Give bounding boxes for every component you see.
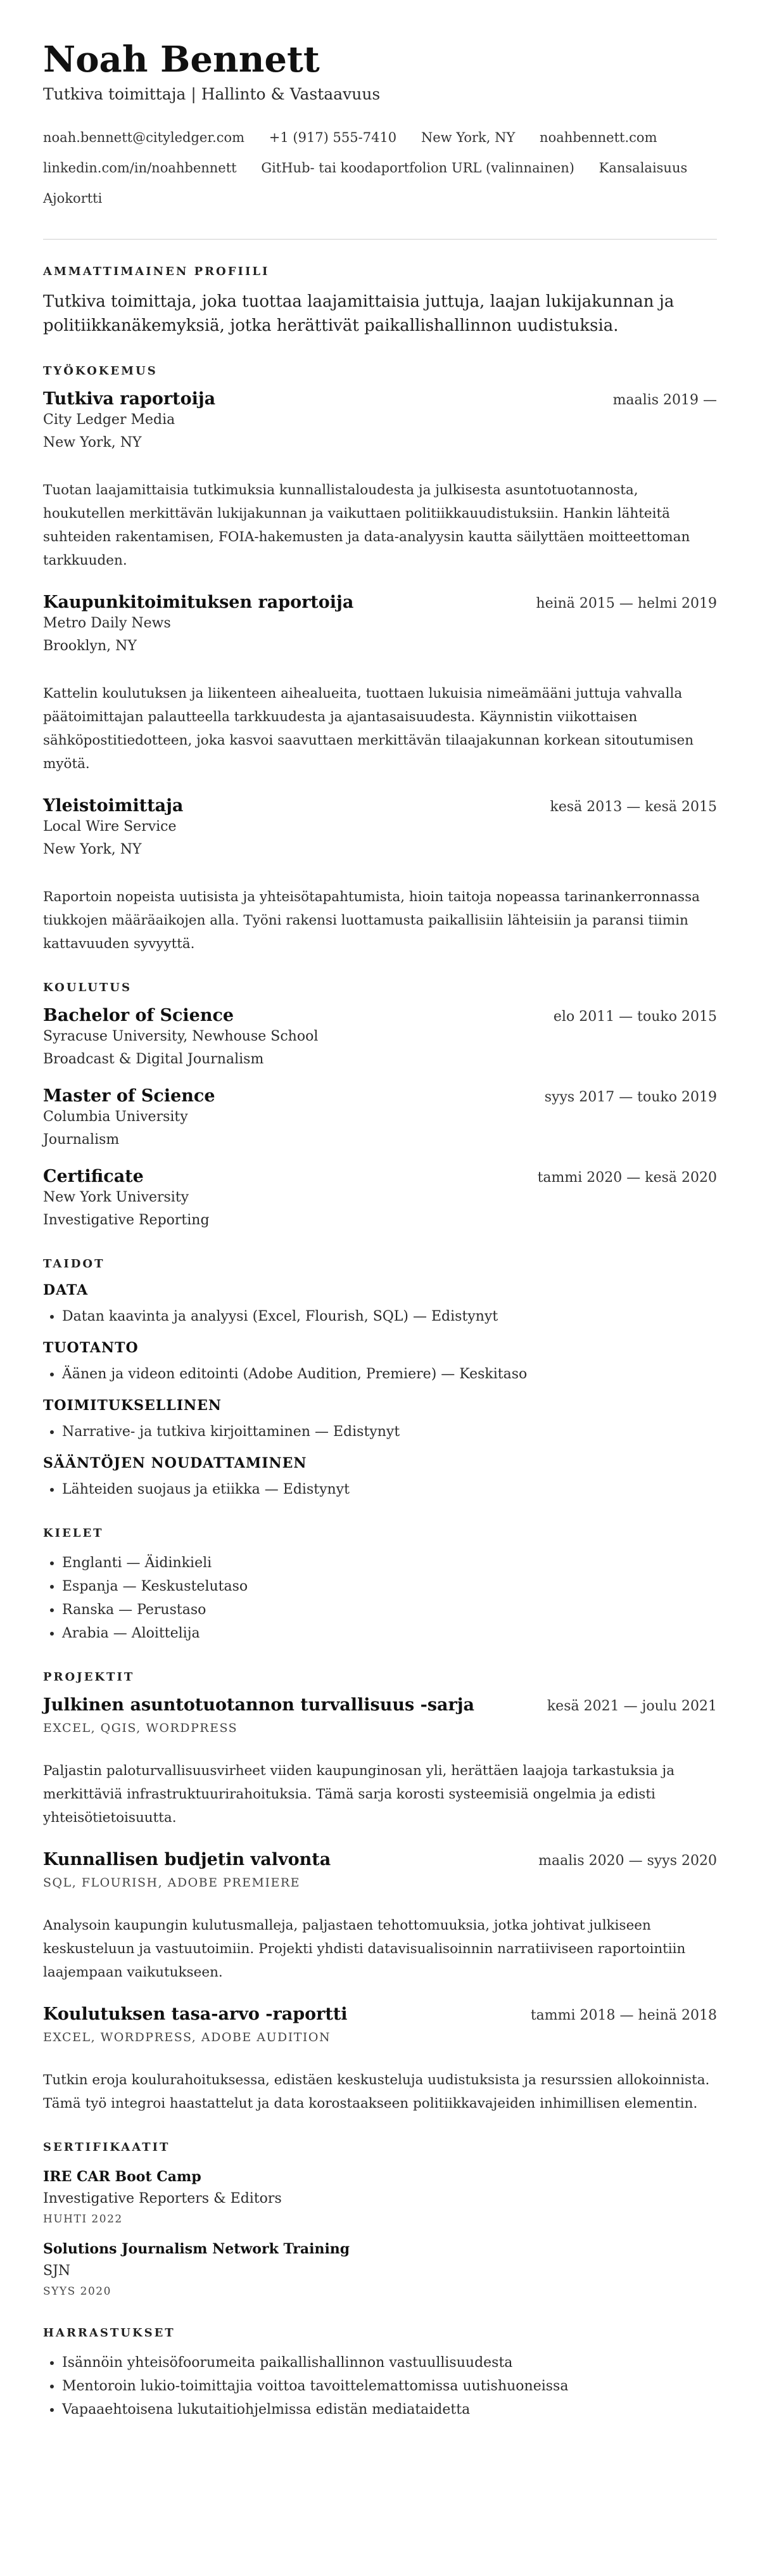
education-entry xyxy=(43,1167,717,1232)
language-list xyxy=(43,1551,717,1645)
project-entry xyxy=(43,1695,717,1829)
experience-entry xyxy=(43,593,717,776)
hobby-item: • Vapaaehtoisena lukutaitiohjelmissa edistän mediataidetta xyxy=(62,2398,717,2421)
section-title: KIELET xyxy=(43,1527,104,1540)
school-name: New York University xyxy=(43,1189,189,1205)
experience-entry xyxy=(43,796,717,956)
language-item: • Englanti — Äidinkieli xyxy=(62,1551,717,1575)
field-of-study: Journalism xyxy=(43,1132,120,1148)
section-title: AMMATTIMAINEN PROFIILI xyxy=(43,265,270,278)
skill-list xyxy=(43,1362,717,1386)
skill-item: • Lähteiden suojaus ja etiikka — Edistynyt xyxy=(62,1478,717,1501)
skill-list xyxy=(43,1478,717,1501)
candidate-name: Noah Bennett xyxy=(43,39,320,80)
hobby-item: • Mentoroin lukio-toimittajia voittoa tavoittelemattomissa uutishuoneissa xyxy=(62,2374,717,2398)
contact-linkedin[interactable]: linkedin.com/in/noahbennett xyxy=(43,160,237,176)
project-dates: kesä 2021 — joulu 2021 xyxy=(547,1698,717,1714)
job-employer: City Ledger Media xyxy=(43,412,175,428)
contact-phone: +1 (917) 555-7410 xyxy=(269,130,397,145)
resume-header xyxy=(43,37,717,214)
header-divider xyxy=(43,239,717,240)
skills-section xyxy=(43,1257,717,1501)
job-title: Kaupunkitoimituksen raportoija xyxy=(43,593,354,612)
project-tech: EXCEL, WORDPRESS, ADOBE AUDITION xyxy=(43,2030,331,2044)
profile-summary: Tutkiva toimittaja, joka tuottaa laajamittaisia juttuja, laajan lukijakunnan ja politiikkanäkemyksiä, jotka herättivät paikallishallinnon uudistuksia. xyxy=(43,292,674,335)
certification-entry xyxy=(43,2238,717,2301)
section-title: KOULUTUS xyxy=(43,981,132,994)
section-title: TYÖKOKEMUS xyxy=(43,364,158,378)
section-title: TAIDOT xyxy=(43,1257,105,1271)
project-name: Koulutuksen tasa-arvo -raportti xyxy=(43,2004,348,2024)
skill-item: • Datan kaavinta ja analyysi (Excel, Flourish, SQL) — Edistynyt xyxy=(62,1305,717,1328)
field-of-study: Broadcast & Digital Journalism xyxy=(43,1051,264,1067)
job-dates: maalis 2019 — xyxy=(612,392,717,408)
hobby-list xyxy=(43,2351,717,2421)
degree-dates: tammi 2020 — kesä 2020 xyxy=(537,1170,717,1186)
projects-section xyxy=(43,1670,717,2115)
field-of-study: Investigative Reporting xyxy=(43,1212,210,1228)
degree-dates: syys 2017 — touko 2019 xyxy=(544,1089,717,1105)
certification-issuer: SJN xyxy=(43,2263,71,2279)
language-item: • Arabia — Aloittelija xyxy=(62,1622,717,1645)
experience-entry xyxy=(43,389,717,572)
job-location: Brooklyn, NY xyxy=(43,638,137,654)
job-description: Raportoin nopeista uutisista ja yhteisötapahtumista, hioin taitoja nopeassa tarinankerronnassa tiukkojen määräaikojen alla. Työni rakensi luottamusta paikallisiin lähteisiin ja paransi tiimin kattavuuden syvyyttä. xyxy=(43,889,700,952)
job-title: Tutkiva raportoija xyxy=(43,389,216,409)
job-location: New York, NY xyxy=(43,435,142,451)
language-item: • Espanja — Keskustelutaso xyxy=(62,1575,717,1598)
project-name: Kunnallisen budjetin valvonta xyxy=(43,1850,331,1869)
contact-location: New York, NY xyxy=(421,130,516,145)
project-description: Tutkin eroja koulurahoituksessa, edistäen keskusteluja uudistuksista ja resurssien allokoinnista. Tämä työ integroi haastattelut ja data korostaakseen politiikkavajeiden inhimillisen elementin. xyxy=(43,2072,710,2111)
degree-name: Bachelor of Science xyxy=(43,1006,234,1025)
skill-category: DATA xyxy=(43,1282,89,1298)
certifications-section xyxy=(43,2141,717,2301)
skill-list xyxy=(43,1420,717,1444)
contact-info xyxy=(43,122,717,214)
contact-drivers-license: Ajokortti xyxy=(43,191,103,206)
job-dates: heinä 2015 — helmi 2019 xyxy=(536,596,717,612)
project-description: Paljastin paloturvallisuusvirheet viiden kaupunginosan yli, herättäen laajoja tarkastuksia ja merkittäviä infrastruktuurirahoituksia. Tämä sarja korosti systeemisiä ongelmia ja edisti yhteisötietoisuutta. xyxy=(43,1763,675,1826)
education-section xyxy=(43,981,717,1232)
certification-date: SYYS 2020 xyxy=(43,2285,111,2298)
certification-name: Solutions Journalism Network Training xyxy=(43,2241,350,2257)
project-description: Analysoin kaupungin kulutusmalleja, paljastaen tehottomuuksia, jotka johtivat julkiseen keskusteluun ja vastuutoimiin. Projekti yhdisti datavisualisoinnin narratiiviseen raportointiin laajempaan vaikutukseen. xyxy=(43,1918,686,1980)
section-title: SERTIFIKAATIT xyxy=(43,2141,170,2154)
job-employer: Local Wire Service xyxy=(43,819,177,835)
job-location: New York, NY xyxy=(43,842,142,857)
section-title: PROJEKTIT xyxy=(43,1670,135,1684)
certification-entry xyxy=(43,2165,717,2229)
job-dates: kesä 2013 — kesä 2015 xyxy=(550,799,717,815)
languages-section xyxy=(43,1527,717,1645)
project-tech: EXCEL, QGIS, WORDPRESS xyxy=(43,1721,238,1735)
school-name: Columbia University xyxy=(43,1109,188,1125)
degree-name: Master of Science xyxy=(43,1086,215,1106)
degree-dates: elo 2011 — touko 2015 xyxy=(553,1009,717,1025)
candidate-tagline: Tutkiva toimittaja | Hallinto & Vastaavuus xyxy=(43,85,381,103)
hobbies-section xyxy=(43,2326,717,2421)
skill-category: TUOTANTO xyxy=(43,1340,139,1356)
skill-item: • Narrative- ja tutkiva kirjoittaminen — Edistynyt xyxy=(62,1420,717,1444)
skill-item: • Äänen ja videon editointi (Adobe Audition, Premiere) — Keskitaso xyxy=(62,1362,717,1386)
contact-citizenship: Kansalaisuus xyxy=(598,160,688,176)
skill-category: TOIMITUKSELLINEN xyxy=(43,1397,222,1414)
education-entry xyxy=(43,1006,717,1071)
job-description: Tuotan laajamittaisia tutkimuksia kunnallistaloudesta ja julkisesta asuntotuotannosta, houkutellen merkittävän lukijakunnan ja vaikuttaen politiikkauudistuksiin. Hankin lähteitä suhteiden rakentamisen, FOIA-hakemusten ja data-analyysin kautta säilyttäen moitteettoman tarkkuuden. xyxy=(43,482,690,568)
section-title: HARRASTUKSET xyxy=(43,2326,175,2340)
job-title: Yleistoimittaja xyxy=(43,796,184,816)
school-name: Syracuse University, Newhouse School xyxy=(43,1028,319,1044)
hobby-item: • Isännöin yhteisöfoorumeita paikallishallinnon vastuullisuudesta xyxy=(62,2351,717,2374)
certification-name: IRE CAR Boot Camp xyxy=(43,2169,201,2185)
skill-category: SÄÄNTÖJEN NOUDATTAMINEN xyxy=(43,1455,307,1471)
contact-website[interactable]: noahbennett.com xyxy=(540,130,657,145)
project-dates: maalis 2020 — syys 2020 xyxy=(538,1853,717,1869)
profile-section xyxy=(43,265,717,338)
skill-list xyxy=(43,1305,717,1328)
experience-section xyxy=(43,364,717,956)
project-name: Julkinen asuntotuotannon turvallisuus -sarja xyxy=(43,1695,475,1715)
project-tech: SQL, FLOURISH, ADOBE PREMIERE xyxy=(43,1876,301,1890)
certification-date: HUHTI 2022 xyxy=(43,2213,123,2226)
education-entry xyxy=(43,1086,717,1151)
degree-name: Certificate xyxy=(43,1167,144,1186)
job-employer: Metro Daily News xyxy=(43,615,171,631)
language-item: • Ranska — Perustaso xyxy=(62,1598,717,1622)
job-description: Kattelin koulutuksen ja liikenteen aihealueita, tuottaen lukuisia nimeämääni juttuja vahvalla päätoimittajan palautteella tarkkuudesta ja ajantasaisuudesta. Käynnistin viikottaisen sähköpostitiedotteen, joka kasvoi saavuttaen merkittävän tilaajakunnan korkean sitoutumisen myötä. xyxy=(43,686,694,772)
project-entry xyxy=(43,1850,717,1984)
certification-issuer: Investigative Reporters & Editors xyxy=(43,2191,282,2207)
contact-email[interactable]: noah.bennett@cityledger.com xyxy=(43,130,245,145)
project-entry xyxy=(43,2004,717,2115)
contact-github: GitHub- tai koodaportfolion URL (valinnainen) xyxy=(261,160,574,176)
project-dates: tammi 2018 — heinä 2018 xyxy=(530,2008,717,2023)
